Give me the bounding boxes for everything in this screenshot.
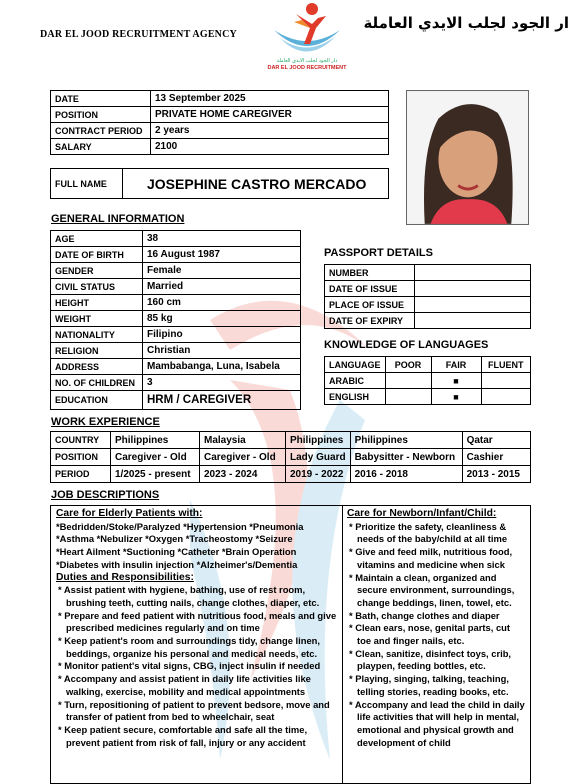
general-label: AGE [51, 231, 143, 247]
language-poor [385, 373, 431, 389]
work-period: 1/2025 - present [111, 466, 200, 483]
duty-text: Prepare and feed patient with nutritious food, meals and give prescribed medicines regularly and on time [64, 609, 337, 634]
passport-table [324, 264, 531, 329]
general-value: Mambabanga, Luna, Isabela [143, 359, 301, 375]
duty-item: * Assist patient with hygiene, bathing, use of rest room, brushing teeth, cutting nails, change clothes, diaper, etc. [58, 584, 320, 608]
language-name: ARABIC [325, 373, 386, 389]
duties-heading: Duties and Responsibilities: [56, 571, 194, 583]
duty-text: Keep patient secure, comfortable and safe all the time, prevent patient from risk of fall, injury or any accident [64, 723, 308, 748]
general-label: GENDER [51, 263, 143, 279]
full-name-value: JOSEPHINE CASTRO MERCADO [123, 169, 389, 199]
passport-label: DATE OF ISSUE [325, 281, 415, 297]
work-label: PERIOD [51, 466, 111, 483]
work-country: Philippines [286, 432, 351, 449]
child-care-heading: Care for Newborn/Infant/Child: [347, 508, 497, 519]
passport-value [415, 281, 531, 297]
language-header: POOR [385, 357, 431, 373]
child-duty-item: * Bath, change clothes and diaper [349, 609, 500, 621]
condition-line: *Diabetes with insulin injection *Alzheimer's/Dementia [56, 558, 298, 570]
work-country: Philippines [111, 432, 200, 449]
duty-text: Keep patient's room and surroundings tidy, change linen, beddings, organize his personal and medical needs, etc. [64, 635, 320, 659]
child-care-box [342, 505, 531, 784]
general-value: Christian [143, 343, 301, 359]
passport-title: PASSPORT DETAILS [324, 247, 433, 259]
work-position: Caregiver - Old [111, 449, 200, 466]
duty-item: * Prepare and feed patient with nutritious food, meals and give prescribed medicines regularly and on time [58, 609, 337, 634]
work-experience-table [50, 431, 531, 483]
passport-label: PLACE OF ISSUE [325, 297, 415, 313]
general-label: DATE OF BIRTH [51, 247, 143, 263]
work-country: Malaysia [200, 432, 286, 449]
child-duty-item: * Maintain a clean, organized and secure environment, surroundings, change beddings, linen, towel, etc. [349, 571, 515, 608]
work-country: Philippines [350, 432, 462, 449]
language-fair-mark: ■ [431, 389, 481, 405]
duty-text: Accompany and assist patient in daily life activities like walking, exercise, mobility and medical appointments [63, 673, 311, 697]
general-value: 38 [143, 231, 301, 247]
language-header: LANGUAGE [325, 357, 386, 373]
general-info-title: GENERAL INFORMATION [51, 213, 185, 225]
language-fluent [481, 389, 531, 405]
child-duty-text: Give and feed milk, nutritious food, vitamins and medicine when sick [355, 546, 513, 570]
contract-value: PRIVATE HOME CAREGIVER [151, 107, 389, 123]
duty-item: * Accompany and assist patient in daily life activities like walking, exercise, mobility and medical appointments [58, 673, 311, 697]
general-value: Married [143, 279, 301, 295]
child-duty-item: * Accompany and lead the child in daily life activities that will help in mental, emotional and physical growth and development of child [349, 698, 525, 748]
general-value: 85 kg [143, 311, 301, 327]
duty-text: Turn, repositioning of patient to prevent bedsore, move and transfer of patient from bed to wheelchair, seat [64, 698, 330, 723]
general-info-table [50, 230, 301, 410]
work-country: Qatar [462, 432, 530, 449]
child-duty-item: * Playing, singing, talking, teaching, telling stories, reading books, etc. [349, 673, 509, 697]
duty-item: * Monitor patient's vital signs, CBG, inject insulin if needed [58, 660, 321, 672]
general-label: WEIGHT [51, 311, 143, 327]
child-duty-text: Bath, change clothes and diaper [355, 609, 500, 621]
general-value: 160 cm [143, 295, 301, 311]
full-name-table [50, 168, 389, 199]
general-label: NATIONALITY [51, 327, 143, 343]
child-duty-item: * Prioritize the safety, cleanliness & needs of the baby/child at all time [349, 520, 508, 545]
logo-arabic-text: دار الجود لجلب الايدي العاملة [276, 58, 338, 64]
general-value: 16 August 1987 [143, 247, 301, 263]
general-value: 3 [143, 375, 301, 391]
agency-name: DAR EL JOOD RECRUITMENT AGENCY [40, 29, 237, 40]
language-header: FLUENT [481, 357, 531, 373]
work-position: Cashier [462, 449, 530, 466]
contract-label: POSITION [51, 107, 151, 123]
child-duty-text: Playing, singing, talking, teaching, telling stories, reading books, etc. [355, 673, 509, 697]
passport-label: NUMBER [325, 265, 415, 281]
child-duty-item: * Give and feed milk, nutritious food, vitamins and medicine when sick [349, 546, 513, 570]
language-header: FAIR [431, 357, 481, 373]
general-value: HRM / CAREGIVER [143, 391, 301, 410]
general-label: ADDRESS [51, 359, 143, 375]
language-fair-mark: ■ [431, 373, 481, 389]
condition-line: *Bedridden/Stoke/Paralyzed *Hypertension *Pneumonia [56, 520, 304, 532]
work-position: Lady Guard [286, 449, 351, 466]
general-value: Female [143, 263, 301, 279]
work-period: 2013 - 2015 [462, 466, 530, 483]
child-duty-text: Prioritize the safety, cleanliness & needs of the baby/child at all time [355, 520, 508, 545]
passport-value [415, 265, 531, 281]
language-fluent [481, 373, 531, 389]
agency-arabic-name: ار الجود لجلب الايدي العاملة [363, 14, 569, 32]
work-period: 2019 - 2022 [286, 466, 351, 483]
contract-value: 2 years [151, 123, 389, 139]
contract-table [50, 90, 389, 155]
condition-line: *Asthma *Nebulizer *Oxygen *Tracheostomy *Seizure [56, 533, 293, 545]
work-period: 2016 - 2018 [350, 466, 462, 483]
passport-value [415, 297, 531, 313]
child-duty-text: Accompany and lead the child in daily life activities that will help in mental, emotional and physical growth and development of child [354, 698, 525, 748]
language-name: ENGLISH [325, 389, 386, 405]
contract-value: 2100 [151, 139, 389, 155]
general-label: RELIGION [51, 343, 143, 359]
logo-english-text: DAR EL JOOD RECRUITMENT [267, 65, 347, 71]
contract-label: SALARY [51, 139, 151, 155]
languages-title: KNOWLEDGE OF LANGUAGES [324, 339, 489, 351]
general-label: CIVIL STATUS [51, 279, 143, 295]
contract-label: CONTRACT PERIOD [51, 123, 151, 139]
applicant-photo [406, 90, 529, 225]
full-name-label: FULL NAME [51, 169, 123, 199]
condition-line: *Heart Ailment *Suctioning *Catheter *Brain Operation [56, 546, 297, 558]
contract-label: DATE [51, 91, 151, 107]
child-duty-item: * Clean ears, nose, genital parts, cut toe and finger nails, etc. [349, 622, 511, 647]
work-label: COUNTRY [51, 432, 111, 449]
duty-text: Assist patient with hygiene, bathing, use of rest room, brushing teeth, cutting nails, change clothes, diaper, etc. [63, 584, 320, 608]
child-duty-text: Clean, sanitize, disinfect toys, crib, playpen, feeding bottles, etc. [355, 647, 512, 672]
duty-item: * Keep patient secure, comfortable and safe all the time, prevent patient from risk of fall, injury or any accident [58, 723, 308, 748]
general-label: NO. OF CHILDREN [51, 375, 143, 391]
elderly-care-heading: Care for Elderly Patients with: [56, 508, 203, 519]
child-duty-text: Maintain a clean, organized and secure environment, surroundings, change beddings, linen, towel, etc. [355, 571, 515, 608]
work-position: Babysitter - Newborn [350, 449, 462, 466]
languages-table [324, 356, 531, 405]
elderly-care-box [50, 505, 343, 784]
passport-value [415, 313, 531, 329]
child-duty-item: * Clean, sanitize, disinfect toys, crib, playpen, feeding bottles, etc. [349, 647, 512, 672]
contract-value: 13 September 2025 [151, 91, 389, 107]
duty-item: * Keep patient's room and surroundings tidy, change linen, beddings, organize his personal and medical needs, etc. [58, 635, 320, 659]
job-descriptions-title: JOB DESCRIPTIONS [51, 489, 160, 501]
work-position: Caregiver - Old [200, 449, 286, 466]
language-poor [385, 389, 431, 405]
work-label: POSITION [51, 449, 111, 466]
work-experience-title: WORK EXPERIENCE [51, 416, 160, 428]
general-label: HEIGHT [51, 295, 143, 311]
child-duty-text: Clean ears, nose, genital parts, cut toe and finger nails, etc. [355, 622, 511, 647]
passport-label: DATE OF EXPIRY [325, 313, 415, 329]
general-label: EDUCATION [51, 391, 143, 410]
work-period: 2023 - 2024 [200, 466, 286, 483]
duty-item: * Turn, repositioning of patient to prevent bedsore, move and transfer of patient from bed to wheelchair, seat [58, 698, 330, 723]
general-value: Filipino [143, 327, 301, 343]
duty-text: Monitor patient's vital signs, CBG, inject insulin if needed [64, 660, 321, 672]
